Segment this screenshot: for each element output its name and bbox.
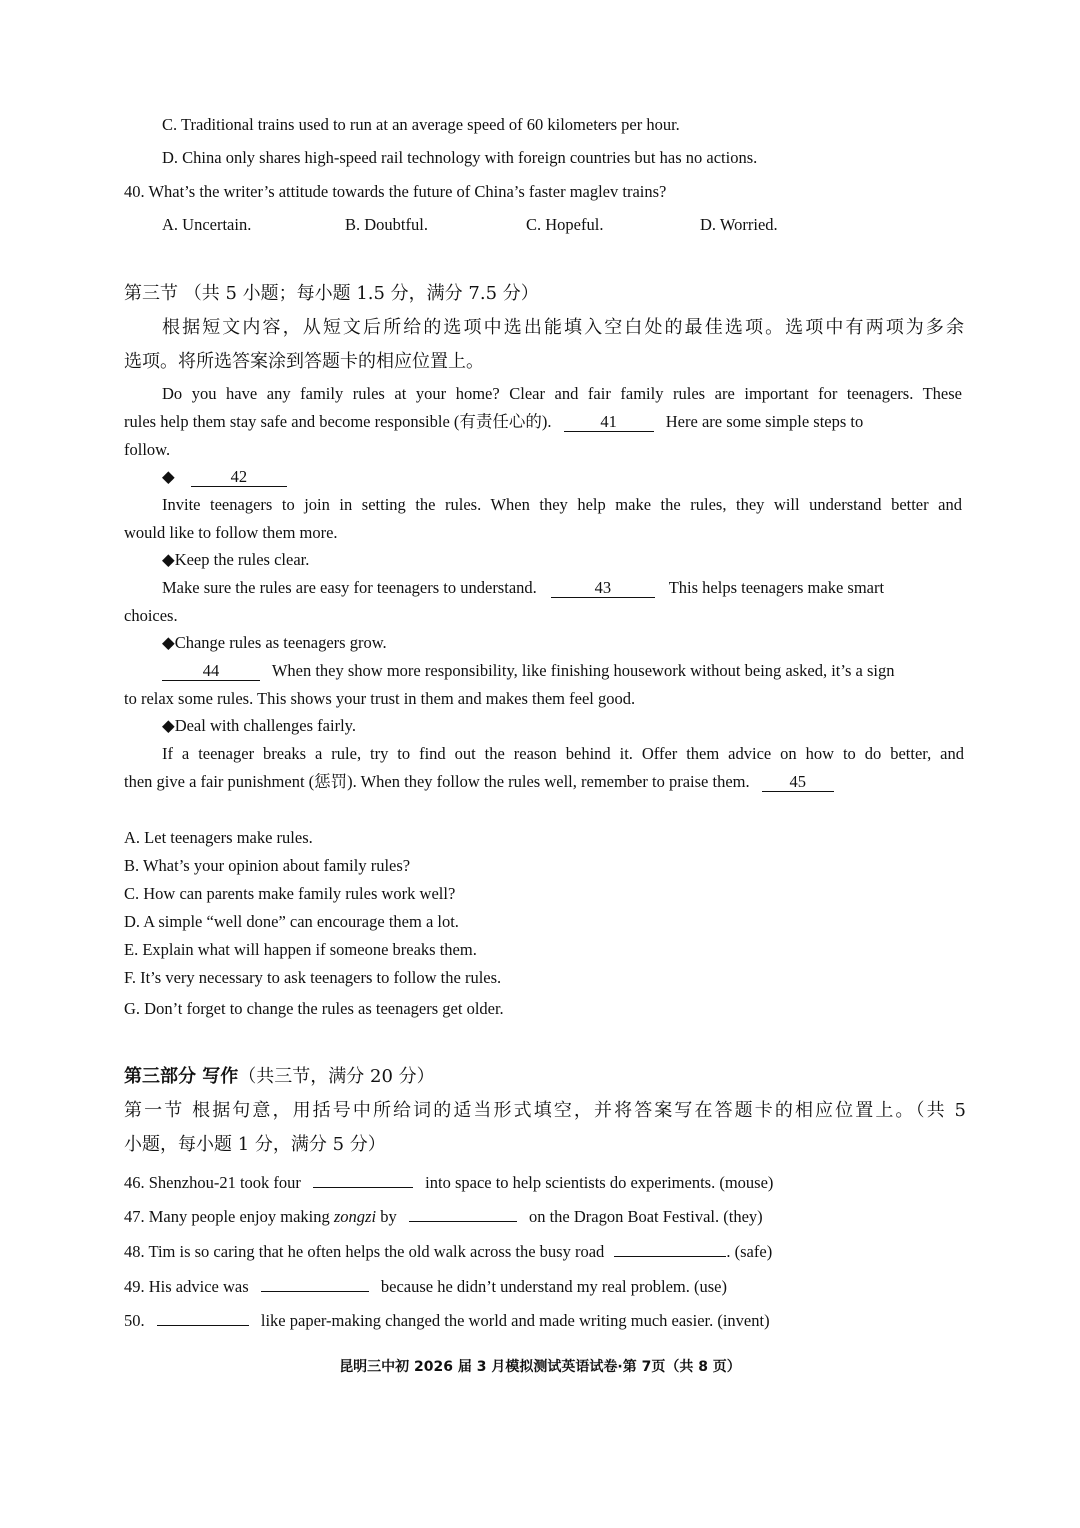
q48-blank (614, 1256, 726, 1257)
choice-d: D. A simple “well done” can encourage them a lot. (124, 912, 459, 931)
q47-post: on the Dragon Boat Festival. (they) (528, 1207, 763, 1226)
q49-blank (261, 1291, 369, 1292)
choice-a: A. Let teenagers make rules. (124, 828, 313, 847)
passage-p3-line2: choices. (124, 606, 178, 625)
passage-p3-line1 (162, 577, 1002, 599)
q50-blank (157, 1325, 249, 1326)
passage-p1-line2 (124, 411, 964, 433)
passage-p2-line2: would like to follow them more. (124, 523, 338, 542)
q40-option-c: C. Hopeful. (526, 215, 604, 234)
passage-p2-line1: Invite teenagers to join in setting the rules. When they help make the rules, they will understand better and (162, 495, 962, 514)
page-footer: 昆明三中初 2026 届 3 月模拟测试英语试卷·第 7页（共 8 页） (339, 1359, 741, 1375)
choice-g: G. Don’t forget to change the rules as teenagers get older. (124, 999, 504, 1018)
blank-42: 42 (191, 468, 287, 487)
q50 (124, 1310, 964, 1332)
q49-pre: 49. His advice was (124, 1277, 249, 1296)
choice-c: C. How can parents make family rules work well? (124, 884, 456, 903)
choice-f: F. It’s very necessary to ask teenagers to follow the rules. (124, 968, 502, 987)
section3-heading: 第三节 （共 5 小题；每小题 1.5 分，满分 7.5 分） (124, 283, 539, 304)
q47-blank (409, 1221, 517, 1222)
passage-p5-line1: If a teenager breaks a rule, try to find out the reason behind it. Offer them advice on how to do better, and (162, 744, 964, 763)
subheading-deal-with-challenges: ◆Deal with challenges fairly. (162, 716, 356, 735)
passage-p5-line2-pre: then give a fair punishment (惩罚). When they follow the rules well, remember to praise them. (124, 772, 750, 791)
q48 (124, 1241, 964, 1263)
passage-p4-line1-post: When they show more responsibility, like finishing housework without being asked, it’s a sign (271, 661, 895, 680)
section3-instruction-line1: 根据短文内容，从短文后所给的选项中选出能填入空白处的最佳选项。选项中有两项为多余 (162, 317, 964, 338)
q39-option-c: C. Traditional trains used to run at an average speed of 60 kilometers per hour. (162, 115, 680, 134)
passage-p1-line1: Do you have any family rules at your home? Clear and fair family rules are important for teenagers. These (162, 384, 962, 403)
part3-heading (124, 1066, 964, 1088)
q49 (124, 1276, 964, 1298)
section3-instruction-line2: 选项。将所选答案涂到答题卡的相应位置上。 (124, 351, 484, 372)
passage-p3-line1-pre: Make sure the rules are easy for teenagers to understand. (162, 578, 537, 597)
q46-post: into space to help scientists do experiments. (mouse) (425, 1173, 774, 1192)
bullet-42-line (162, 466, 1002, 488)
q46 (124, 1172, 964, 1194)
q47-italic-word: zongzi (333, 1207, 377, 1226)
q40-question: 40. What’s the writer’s attitude towards the future of China’s faster maglev trains? (124, 182, 667, 201)
passage-p1-line3: follow. (124, 440, 171, 459)
blank-43: 43 (551, 579, 655, 598)
choice-b: B. What’s your opinion about family rules? (124, 856, 411, 875)
q46-pre: 46. Shenzhou-21 took four (124, 1173, 301, 1192)
q49-post: because he didn’t understand my real problem. (use) (380, 1277, 727, 1296)
bullet-diamond-icon: ◆ (162, 467, 175, 486)
subheading-change-rules: ◆Change rules as teenagers grow. (162, 633, 387, 652)
choice-e: E. Explain what will happen if someone breaks them. (124, 940, 477, 959)
passage-p4-line1 (162, 660, 1002, 682)
q47 (124, 1206, 964, 1228)
q40-option-a: A. Uncertain. (162, 215, 252, 234)
q47-pre: 47. Many people enjoy making (124, 1207, 330, 1226)
passage-p5-line2 (124, 771, 964, 793)
q50-pre: 50. (124, 1311, 145, 1330)
q46-blank (313, 1187, 413, 1188)
q50-post: like paper-making changed the world and made writing much easier. (invent) (260, 1311, 770, 1330)
blank-45: 45 (762, 773, 834, 792)
blank-41: 41 (564, 413, 654, 432)
part3-section1-line2: 小题，每小题 1 分，满分 5 分） (124, 1134, 386, 1155)
passage-p1-line2-post: Here are some simple steps to (665, 412, 864, 431)
blank-44: 44 (162, 662, 260, 681)
q48-post: . (safe) (726, 1242, 773, 1261)
part3-heading-bold: 第三部分 写作 (124, 1066, 239, 1087)
q40-option-b: B. Doubtful. (345, 215, 428, 234)
passage-p3-line1-post: This helps teenagers make smart (668, 578, 885, 597)
q39-option-d: D. China only shares high-speed rail technology with foreign countries but has no actions. (162, 148, 758, 167)
q48-pre: 48. Tim is so caring that he often helps the old walk across the busy road (124, 1242, 605, 1261)
subheading-keep-rules-clear: ◆Keep the rules clear. (162, 550, 310, 569)
q47-mid: by (380, 1207, 397, 1226)
passage-p1-line2-pre: rules help them stay safe and become responsible (有责任心的). (124, 412, 552, 431)
q40-option-d: D. Worried. (700, 215, 778, 234)
part3-section1-line1: 第一节 根据句意，用括号中所给词的适当形式填空，并将答案写在答题卡的相应位置上。（共 5 (124, 1100, 966, 1121)
part3-heading-rest: （共三节，满分 20 分） (238, 1066, 435, 1087)
passage-p4-line2: to relax some rules. This shows your trust in them and makes them feel good. (124, 689, 636, 708)
